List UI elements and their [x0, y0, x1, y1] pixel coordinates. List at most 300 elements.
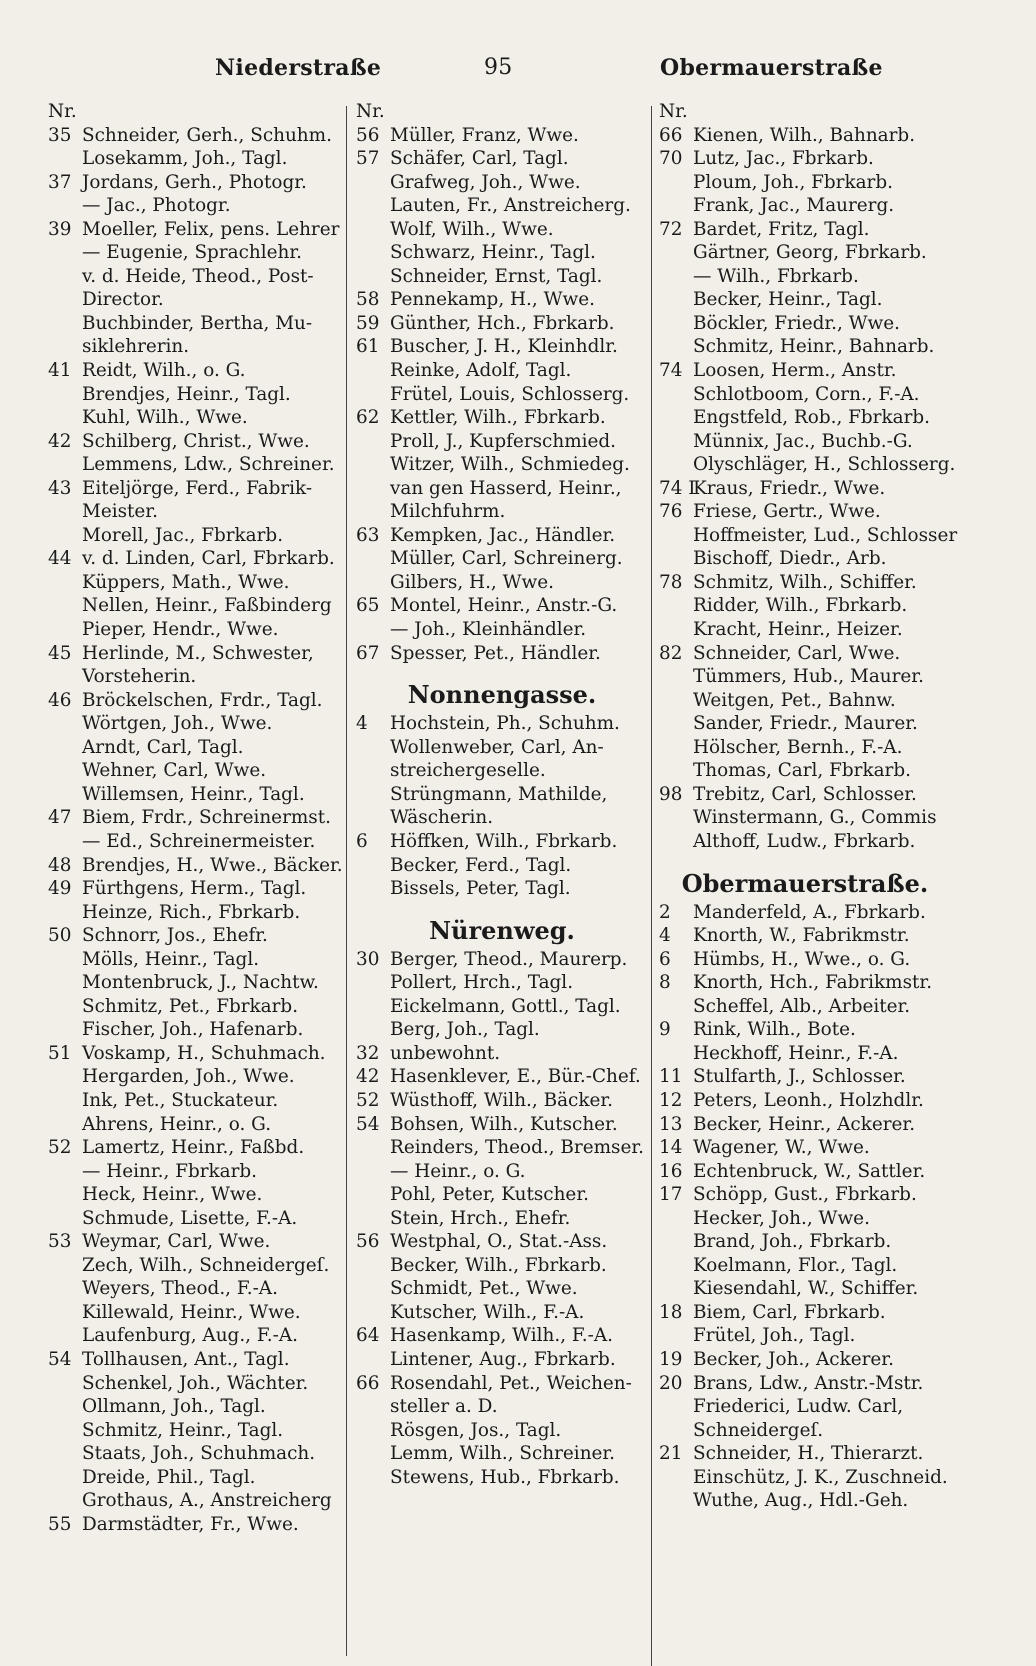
house-number	[44, 783, 82, 807]
house-number	[352, 971, 390, 995]
directory-column-2	[352, 100, 652, 1489]
house-number: 58	[356, 289, 380, 311]
resident-entry: Lamertz, Heinr., Faßbd.	[82, 1137, 305, 1159]
directory-entry	[655, 124, 955, 148]
house-number: 35	[48, 124, 72, 146]
resident-entry: Jordans, Gerh., Photogr.	[82, 171, 307, 193]
directory-entry	[352, 1042, 652, 1066]
house-number	[44, 1442, 82, 1466]
directory-entry	[352, 500, 652, 524]
house-number	[655, 594, 693, 618]
house-number	[655, 806, 693, 830]
directory-entry	[44, 194, 344, 218]
directory-entry	[655, 1324, 955, 1348]
directory-entry	[352, 547, 652, 571]
directory-entry	[44, 265, 344, 289]
resident-entry: Bohsen, Wilh., Kutscher.	[390, 1113, 618, 1135]
directory-entry	[352, 806, 652, 830]
resident-entry: Bardet, Fritz, Tagl.	[693, 218, 870, 240]
directory-entry	[655, 783, 955, 807]
house-number: 2	[659, 901, 671, 923]
house-number	[44, 288, 82, 312]
directory-entry	[352, 218, 652, 242]
resident-entry: Hecker, Joh., Wwe.	[693, 1207, 870, 1229]
resident-entry: Schwarz, Heinr., Tagl.	[390, 242, 596, 264]
house-number: 18	[659, 1301, 683, 1323]
house-number: 59	[356, 312, 380, 334]
resident-entry: Montel, Heinr., Anstr.-G.	[390, 595, 618, 617]
house-number	[655, 665, 693, 689]
directory-entry	[655, 1372, 955, 1396]
resident-entry: Proll, J., Kupferschmied.	[390, 430, 617, 452]
house-number: 50	[48, 925, 72, 947]
directory-entry	[352, 571, 652, 595]
resident-entry: Schmitz, Heinr., Tagl.	[82, 1419, 284, 1441]
directory-entry	[44, 171, 344, 195]
house-number	[352, 1207, 390, 1231]
directory-entry	[44, 1277, 344, 1301]
directory-entry	[352, 736, 652, 760]
house-number	[44, 335, 82, 359]
house-number: 62	[356, 407, 380, 429]
resident-entry: Friederici, Ludw. Carl,	[693, 1396, 904, 1418]
resident-entry: Reidt, Wilh., o. G.	[82, 360, 246, 382]
resident-entry: Knorth, W., Fabrikmstr.	[693, 925, 910, 947]
directory-entry	[352, 265, 652, 289]
house-number	[655, 1254, 693, 1278]
directory-entry	[352, 1419, 652, 1443]
directory-entry	[44, 948, 344, 972]
house-number	[44, 1018, 82, 1042]
directory-entry	[352, 1395, 652, 1419]
house-number: 61	[356, 336, 380, 358]
directory-entry	[44, 1442, 344, 1466]
resident-entry: Vorsteherin.	[82, 666, 197, 688]
resident-entry: Moeller, Felix, pens. Lehrer	[82, 218, 340, 240]
house-number	[655, 1324, 693, 1348]
house-number	[44, 383, 82, 407]
house-number: 47	[48, 807, 72, 829]
directory-entry	[352, 524, 652, 548]
resident-entry: steller a. D.	[390, 1396, 498, 1418]
resident-entry: Böckler, Friedr., Wwe.	[693, 312, 901, 334]
house-number	[352, 1301, 390, 1325]
resident-entry: Milchfuhrm.	[390, 501, 506, 523]
directory-entry	[44, 1324, 344, 1348]
resident-entry: Nellen, Heinr., Faßbinderg	[82, 595, 332, 617]
house-number: 12	[659, 1089, 683, 1111]
resident-entry: Hergarden, Joh., Wwe.	[82, 1066, 295, 1088]
resident-entry: Pohl, Peter, Kutscher.	[390, 1184, 589, 1206]
house-number	[352, 547, 390, 571]
house-number: 4	[659, 925, 671, 947]
house-number	[655, 453, 693, 477]
house-number: 21	[659, 1443, 683, 1465]
directory-entry	[352, 124, 652, 148]
resident-entry: Hasenkamp, Wilh., F.-A.	[390, 1325, 613, 1347]
directory-entry	[655, 524, 958, 548]
directory-entry	[352, 854, 652, 878]
resident-entry: Schmitz, Heinr., Bahnarb.	[693, 336, 935, 358]
resident-entry: Schilberg, Christ., Wwe.	[82, 430, 310, 452]
resident-entry: Kutscher, Wilh., F.-A.	[390, 1301, 585, 1323]
house-number	[44, 995, 82, 1019]
directory-entry	[44, 689, 344, 713]
resident-entry: Kiesendahl, W., Schiffer.	[693, 1278, 919, 1300]
directory-entry	[44, 1254, 344, 1278]
directory-entry	[655, 1230, 955, 1254]
directory-entry	[352, 1183, 652, 1207]
house-number	[44, 1419, 82, 1443]
resident-entry: Trebitz, Carl, Schlosser.	[693, 783, 917, 805]
house-number: 82	[659, 642, 683, 664]
directory-entry	[352, 406, 652, 430]
house-number	[44, 1372, 82, 1396]
resident-entry: Bissels, Peter, Tagl.	[390, 878, 571, 900]
directory-entry	[44, 712, 344, 736]
resident-entry: Weyers, Theod., F.-A.	[82, 1278, 278, 1300]
resident-entry: Westphal, O., Stat.-Ass.	[390, 1231, 608, 1253]
directory-entry	[655, 335, 955, 359]
house-number	[655, 171, 693, 195]
house-number: 19	[659, 1348, 683, 1370]
house-number	[352, 1136, 390, 1160]
directory-entry	[44, 147, 344, 171]
house-number	[655, 1419, 693, 1443]
house-number: 17	[659, 1184, 683, 1206]
house-number	[352, 995, 390, 1019]
resident-entry: Wäscherin.	[390, 807, 494, 829]
house-number	[655, 618, 693, 642]
directory-entry	[352, 288, 652, 312]
resident-entry: Laufenburg, Aug., F.-A.	[82, 1325, 298, 1347]
resident-entry: Brendjes, H., Wwe., Bäcker.	[82, 854, 343, 876]
house-number	[44, 1089, 82, 1113]
resident-entry: Tümmers, Hub., Maurer.	[693, 666, 924, 688]
directory-entry	[655, 406, 955, 430]
resident-entry: Frank, Jac., Maurerg.	[693, 195, 895, 217]
house-number	[352, 1277, 390, 1301]
resident-entry: Rosendahl, Pet., Weichen-	[390, 1372, 632, 1394]
house-number: 8	[659, 972, 671, 994]
directory-entry	[44, 1230, 344, 1254]
directory-entry	[655, 1277, 955, 1301]
directory-entry	[655, 665, 955, 689]
house-number: 46	[48, 689, 72, 711]
resident-entry	[693, 100, 955, 124]
directory-entry	[352, 1254, 652, 1278]
house-number	[44, 594, 82, 618]
resident-entry: Frütel, Joh., Tagl.	[693, 1325, 856, 1347]
directory-entry	[44, 1513, 344, 1537]
house-number: 44	[48, 548, 72, 570]
resident-entry: Kracht, Heinr., Heizer.	[693, 619, 903, 641]
directory-entry	[44, 924, 344, 948]
house-number	[44, 524, 82, 548]
house-number	[352, 1442, 390, 1466]
directory-entry	[352, 618, 652, 642]
directory-entry	[655, 100, 955, 124]
resident-entry: Brand, Joh., Fbrkarb.	[693, 1231, 892, 1253]
resident-entry: Heinze, Rich., Fbrkarb.	[82, 901, 301, 923]
house-number	[44, 453, 82, 477]
house-number	[352, 194, 390, 218]
resident-entry: Schneider, Carl, Wwe.	[693, 642, 901, 664]
directory-entry	[44, 618, 344, 642]
resident-entry: v. d. Heide, Theod., Post-	[82, 265, 314, 287]
directory-entry	[655, 594, 955, 618]
street-heading: Obermauerstraße.	[681, 868, 929, 898]
house-number	[44, 1489, 82, 1513]
directory-entry	[44, 124, 344, 148]
column-divider	[346, 106, 347, 1656]
house-number	[44, 1301, 82, 1325]
house-number: 57	[356, 148, 380, 170]
resident-entry: Schmitz, Pet., Fbrkarb.	[82, 995, 299, 1017]
resident-entry: Engstfeld, Rob., Fbrkarb.	[693, 407, 930, 429]
house-number: 66	[356, 1372, 380, 1394]
resident-entry: Losekamm, Joh., Tagl.	[82, 148, 288, 170]
directory-entry	[655, 948, 955, 972]
resident-entry: Schmude, Lisette, F.-A.	[82, 1207, 298, 1229]
house-number	[44, 406, 82, 430]
directory-entry	[44, 1207, 344, 1231]
directory-entry	[655, 430, 955, 454]
directory-entry	[655, 736, 955, 760]
directory-entry	[44, 1395, 344, 1419]
house-number: 65	[356, 595, 380, 617]
house-number	[44, 312, 82, 336]
directory-entry	[44, 1301, 344, 1325]
resident-entry: Director.	[82, 289, 164, 311]
house-number	[352, 618, 390, 642]
resident-entry: Morell, Jac., Fbrkarb.	[82, 524, 284, 546]
resident-entry: Eiteljörge, Ferd., Fabrik-	[82, 477, 313, 499]
resident-entry: Müller, Carl, Schreinerg.	[390, 548, 623, 570]
directory-entry	[44, 995, 344, 1019]
directory-entry	[44, 877, 344, 901]
directory-entry	[44, 500, 344, 524]
resident-entry: Strüngmann, Mathilde,	[390, 783, 608, 805]
house-number: 41	[48, 360, 72, 382]
house-number: 14	[659, 1137, 683, 1159]
resident-entry: Wuthe, Aug., Hdl.-Geh.	[693, 1490, 909, 1512]
house-number: 43	[48, 477, 72, 499]
resident-entry: Schlotboom, Corn., F.-A.	[693, 383, 920, 405]
resident-entry: Manderfeld, A., Fbrkarb.	[693, 901, 926, 923]
house-number	[655, 430, 693, 454]
house-number	[352, 500, 390, 524]
resident-entry: Höffken, Wilh., Fbrkarb.	[390, 830, 618, 852]
resident-entry: Rösgen, Jos., Tagl.	[390, 1419, 562, 1441]
directory-entry	[655, 1113, 955, 1137]
house-number: 72	[659, 218, 683, 240]
house-number: 39	[48, 218, 72, 240]
resident-entry: Kuhl, Wilh., Wwe.	[82, 407, 248, 429]
house-number	[44, 241, 82, 265]
directory-entry	[655, 642, 955, 666]
house-number: 6	[356, 830, 368, 852]
directory-entry	[352, 1277, 652, 1301]
resident-entry: Meister.	[82, 501, 158, 523]
resident-entry: Ridder, Wilh., Fbrkarb.	[693, 595, 908, 617]
house-number: 32	[356, 1042, 380, 1064]
directory-entry	[655, 477, 955, 501]
directory-entry	[44, 1489, 344, 1513]
directory-entry	[352, 194, 652, 218]
directory-entry	[655, 1489, 955, 1513]
resident-entry: Kempken, Jac., Händler.	[390, 524, 616, 546]
directory-entry	[44, 759, 344, 783]
house-number	[352, 1466, 390, 1490]
directory-entry	[655, 265, 955, 289]
directory-entry	[352, 1466, 652, 1490]
house-number	[44, 571, 82, 595]
resident-entry: Grafweg, Joh., Wwe.	[390, 171, 581, 193]
resident-entry: Einschütz, J. K., Zuschneid.	[693, 1466, 948, 1488]
directory-entry	[655, 995, 955, 1019]
directory-entry	[44, 1042, 344, 1066]
house-number	[352, 783, 390, 807]
directory-entry	[44, 359, 344, 383]
resident-entry: Killewald, Heinr., Wwe.	[82, 1301, 301, 1323]
house-number	[655, 1489, 693, 1513]
directory-entry	[655, 288, 955, 312]
directory-entry	[352, 1324, 652, 1348]
street-heading: Nürenweg.	[429, 915, 575, 945]
house-number	[655, 1466, 693, 1490]
directory-entry	[44, 477, 344, 501]
house-number	[352, 430, 390, 454]
house-number	[655, 1277, 693, 1301]
resident-entry: Spesser, Pet., Händler.	[390, 642, 601, 664]
house-number	[352, 877, 390, 901]
resident-entry: Hoffmeister, Lud., Schlosser	[693, 524, 958, 546]
directory-entry	[44, 736, 344, 760]
resident-entry: Heck, Heinr., Wwe.	[82, 1184, 263, 1206]
directory-entry	[655, 1065, 955, 1089]
resident-entry: Friese, Gertr., Wwe.	[693, 501, 881, 523]
house-number	[655, 689, 693, 713]
directory-entry	[352, 171, 652, 195]
resident-entry: Biem, Carl, Fbrkarb.	[693, 1301, 886, 1323]
resident-entry: Wolf, Wilh., Wwe.	[390, 218, 554, 240]
resident-entry	[390, 100, 652, 124]
house-number	[655, 1395, 693, 1419]
house-number	[655, 194, 693, 218]
resident-entry: Ink, Pet., Stuckateur.	[82, 1089, 279, 1111]
resident-entry: Stein, Hrch., Ehefr.	[390, 1207, 571, 1229]
directory-entry	[44, 1018, 344, 1042]
directory-entry	[352, 877, 652, 901]
resident-entry: Bischoff, Diedr., Arb.	[693, 548, 887, 570]
resident-entry: — Heinr., Fbrkarb.	[82, 1160, 258, 1182]
house-number	[352, 736, 390, 760]
resident-entry: Frütel, Louis, Schlosserg.	[390, 383, 630, 405]
house-number: 63	[356, 524, 380, 546]
house-number	[655, 406, 693, 430]
resident-entry: Loosen, Herm., Anstr.	[693, 360, 897, 382]
directory-entry	[655, 453, 955, 477]
directory-entry	[44, 854, 344, 878]
resident-entry: Wüsthoff, Wilh., Bäcker.	[390, 1089, 613, 1111]
house-number	[44, 736, 82, 760]
resident-entry: unbewohnt.	[390, 1042, 501, 1064]
directory-entry	[44, 406, 344, 430]
resident-entry: Fischer, Joh., Hafenarb.	[82, 1019, 304, 1041]
resident-entry: Hochstein, Ph., Schuhm.	[390, 713, 620, 735]
page-number: 95	[484, 55, 513, 80]
resident-entry: Tollhausen, Ant., Tagl.	[82, 1348, 290, 1370]
directory-entry	[44, 642, 344, 666]
resident-entry: — Heinr., o. G.	[390, 1160, 526, 1182]
directory-entry	[44, 901, 344, 925]
house-number: 30	[356, 948, 380, 970]
resident-entry: Buscher, J. H., Kleinhdlr.	[390, 336, 618, 358]
directory-entry	[655, 830, 955, 854]
directory-entry	[44, 312, 344, 336]
house-number	[655, 312, 693, 336]
house-number: 37	[48, 171, 72, 193]
directory-entry	[352, 1442, 652, 1466]
directory-entry	[44, 547, 344, 571]
resident-entry: Stewens, Hub., Fbrkarb.	[390, 1466, 620, 1488]
directory-entry	[655, 500, 955, 524]
directory-entry	[352, 477, 652, 501]
directory-entry	[655, 971, 955, 995]
directory-entry	[655, 806, 955, 830]
resident-entry: Lutz, Jac., Fbrkarb.	[693, 148, 874, 170]
resident-entry: Schmitz, Wilh., Schiffer.	[693, 571, 917, 593]
house-number	[352, 1183, 390, 1207]
house-number	[44, 194, 82, 218]
house-number: 53	[48, 1231, 72, 1253]
house-number: 13	[659, 1113, 683, 1135]
resident-entry: Brans, Ldw., Anstr.-Mstr.	[693, 1372, 924, 1394]
directory-entry	[44, 1160, 344, 1184]
resident-entry: Schneider, Ernst, Tagl.	[390, 265, 603, 287]
house-number	[352, 171, 390, 195]
house-number	[352, 241, 390, 265]
directory-entry	[655, 1207, 955, 1231]
house-number: 56	[356, 124, 380, 146]
directory-entry	[655, 1419, 955, 1443]
house-number	[655, 830, 693, 854]
directory-entry	[44, 1466, 344, 1490]
house-number	[655, 383, 693, 407]
resident-entry: Wörtgen, Joh., Wwe.	[82, 713, 273, 735]
resident-entry: Hölscher, Bernh., F.-A.	[693, 736, 903, 758]
directory-entry	[655, 1348, 955, 1372]
house-number: 54	[356, 1113, 380, 1135]
directory-entry	[352, 594, 652, 618]
directory-entry	[352, 1089, 652, 1113]
resident-entry: Arndt, Carl, Tagl.	[82, 736, 244, 758]
directory-entry	[655, 547, 955, 571]
house-number	[352, 265, 390, 289]
resident-entry: Lintener, Aug., Fbrkarb.	[390, 1348, 616, 1370]
resident-entry: Sander, Friedr., Maurer.	[693, 713, 918, 735]
resident-entry: Becker, Heinr., Tagl.	[693, 289, 883, 311]
directory-entry	[352, 1160, 652, 1184]
resident-entry: Stulfarth, J., Schlosser.	[693, 1066, 906, 1088]
resident-entry: siklehrerin.	[82, 336, 190, 358]
directory-entry	[352, 453, 652, 477]
resident-entry: streichergeselle.	[390, 760, 546, 782]
resident-entry	[82, 100, 344, 124]
house-number: 49	[48, 878, 72, 900]
house-number	[44, 1160, 82, 1184]
